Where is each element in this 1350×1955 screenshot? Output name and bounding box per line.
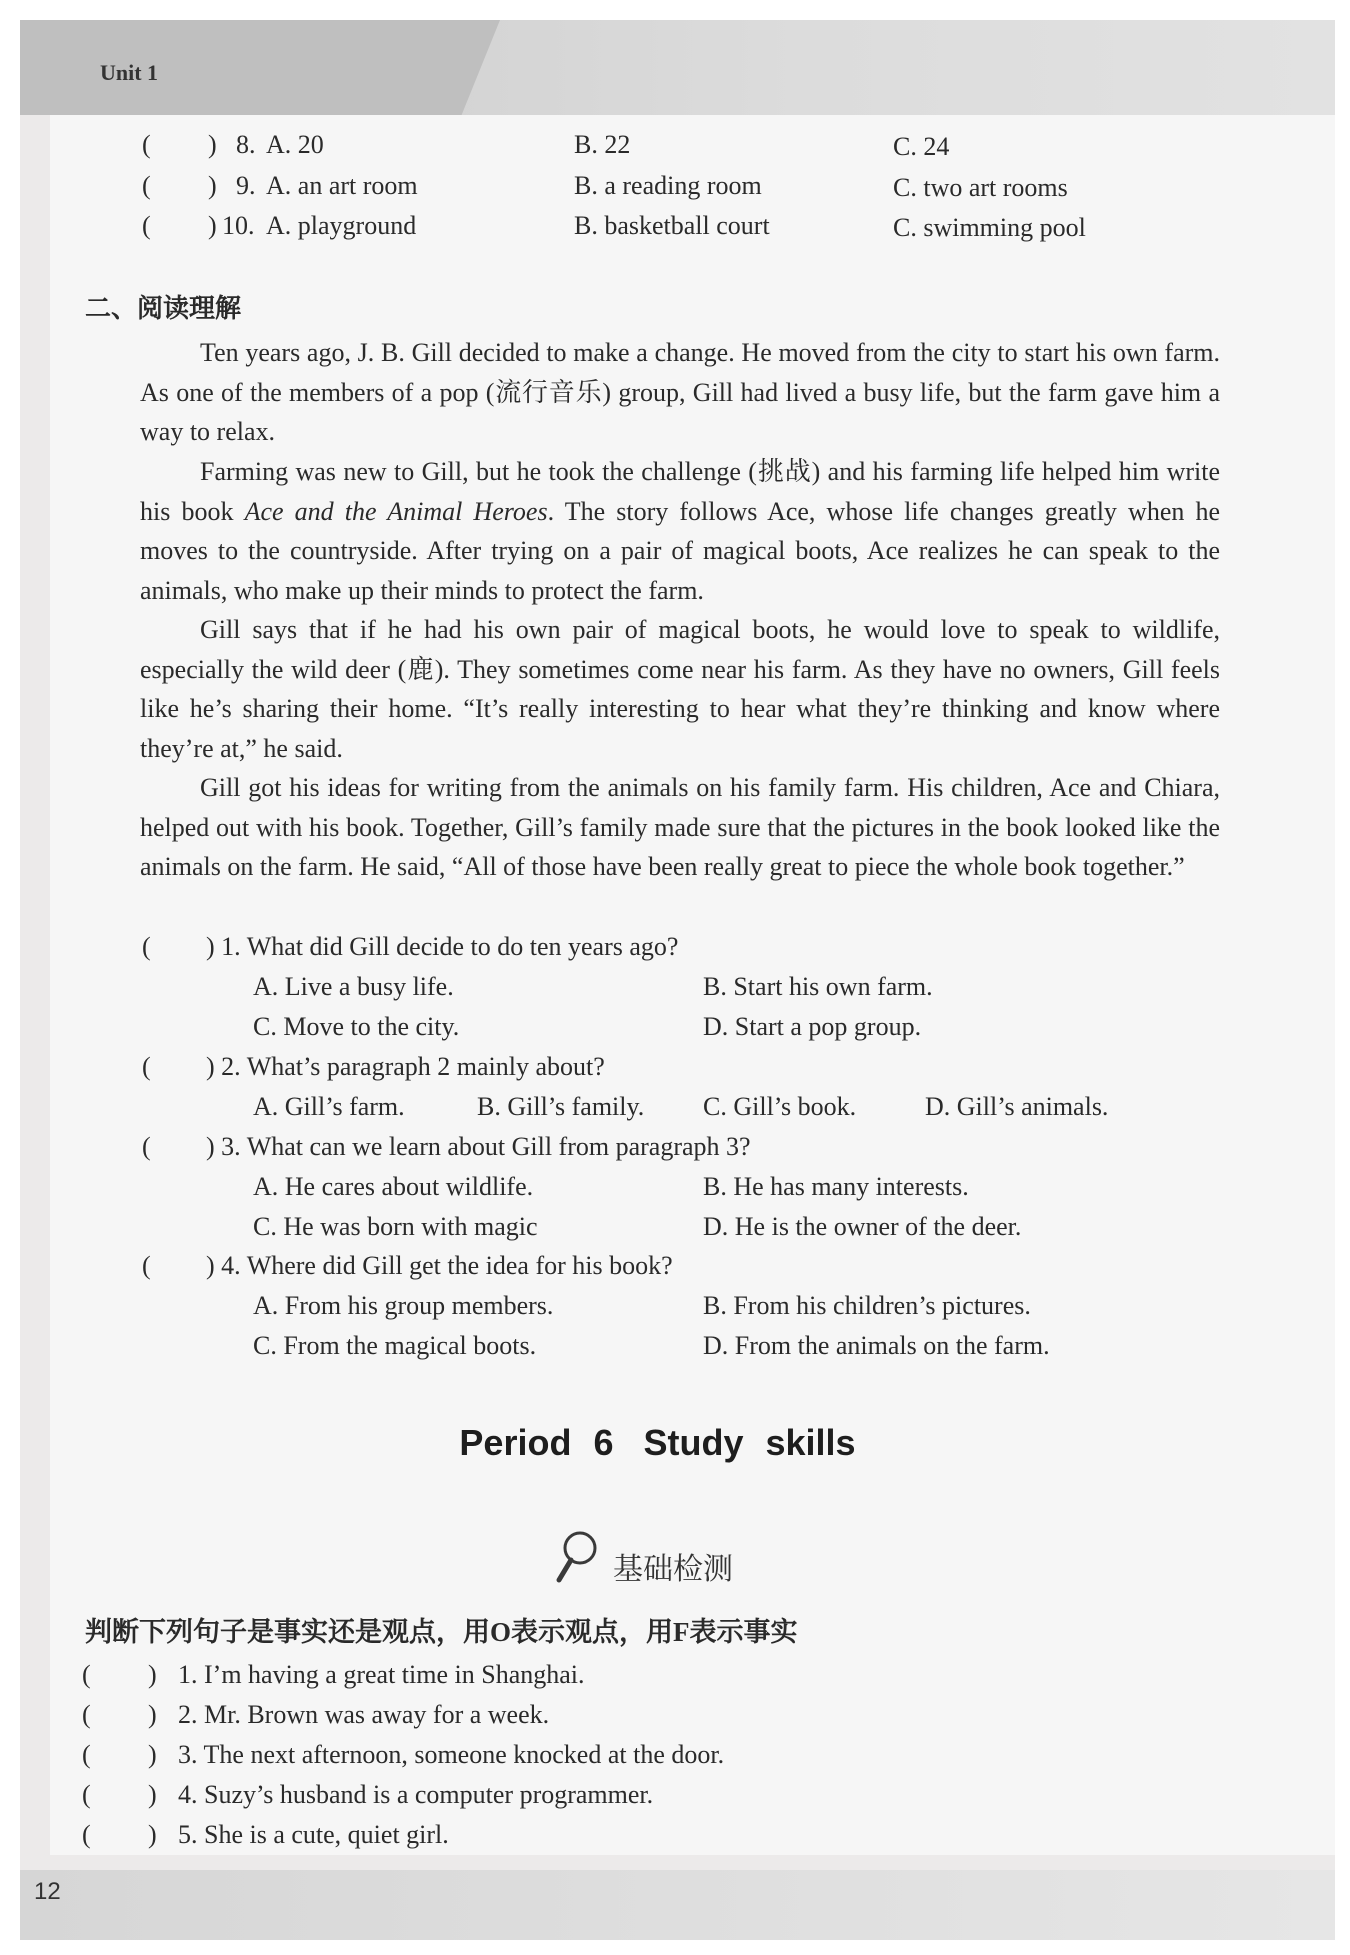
period-title xyxy=(0,1422,1315,1464)
answer-paren-close: ) xyxy=(208,130,217,159)
basic-check-label: 基础检测 xyxy=(613,1552,733,1587)
option-c: C. two art rooms xyxy=(893,173,1068,202)
answer-paren-open: ( xyxy=(142,1132,151,1161)
item-text: 1. I’m having a great time in Shanghai. xyxy=(178,1660,585,1689)
option-b: B. He has many interests. xyxy=(703,1172,969,1201)
reading-section-title: 二、阅读理解 xyxy=(85,294,242,324)
instruction-part-3: 表示事实 xyxy=(689,1617,798,1648)
item-text: 2. Mr. Brown was away for a week. xyxy=(178,1700,550,1729)
reading-paragraph-3: Gill says that if he had his own pair of magical boots, he would love to speak to wildlife, especially the wild deer (鹿). They sometimes come near his farm. As they have no owners, Gill feels like he’s sharing their home. “It’s really interesting to hear what they’re thinking and know where they’re at,” he said. xyxy=(140,615,1220,763)
paragraph-2-text-b: . The story follows Ace, whose life changes greatly when he moves to the countryside. After trying on a pair of magical boots, Ace realizes he can speak to the animals, who make up their minds to protect the farm. xyxy=(140,496,1221,605)
item-text: 4. Suzy’s husband is a computer programmer. xyxy=(178,1780,654,1809)
item-text: 5. She is a cute, quiet girl. xyxy=(178,1820,449,1849)
item-text: 3. The next afternoon, someone knocked at the door. xyxy=(178,1740,725,1769)
option-c: C. Gill’s book. xyxy=(703,1092,857,1121)
answer-paren-open: ( xyxy=(142,1251,151,1280)
answer-paren-close: ) xyxy=(148,1780,157,1809)
question-text: ) 4. Where did Gill get the idea for his book? xyxy=(206,1251,673,1280)
option-a: A. Gill’s farm. xyxy=(253,1092,405,1121)
option-b: B. 22 xyxy=(574,130,631,159)
option-d: D. Start a pop group. xyxy=(703,1012,922,1041)
reading-paragraph-1: Ten years ago, J. B. Gill decided to make a change. He moved from the city to start his own farm. As one of the members of a pop (流行音乐) group, Gill had lived a busy life, but the farm gave him a way to relax. xyxy=(140,338,1220,446)
answer-paren-open: ( xyxy=(82,1820,91,1849)
book-title: Ace and the Animal Heroes xyxy=(244,496,548,526)
option-c: C. From the magical boots. xyxy=(253,1331,537,1360)
paragraph-2-text-a: Farming was new to Gill, but he took the challenge (挑战) and his farming life helped him write his book xyxy=(140,457,1220,526)
answer-paren-close: ) xyxy=(148,1660,157,1689)
option-a: A. From his group members. xyxy=(253,1291,554,1320)
header-band xyxy=(20,20,1335,115)
question-number: 10. xyxy=(222,211,255,240)
option-a: A. an art room xyxy=(266,171,418,200)
answer-paren-close: ) xyxy=(148,1700,157,1729)
option-b: B. Gill’s family. xyxy=(477,1092,645,1121)
period-label: Period 6 xyxy=(459,1422,614,1463)
answer-paren-open: ( xyxy=(142,1052,151,1081)
question-text: ) 2. What’s paragraph 2 mainly about? xyxy=(206,1052,605,1081)
option-a: A. He cares about wildlife. xyxy=(253,1172,534,1201)
reading-paragraph-4: Gill got his ideas for writing from the animals on his family farm. His children, Ace and Chiara, helped out with his book. Together, Gill’s family made sure that the pictures in the book looked like the animals on the farm. He said, “All of those have been really great to piece the whole book together.” xyxy=(140,773,1220,881)
option-b: B. From his children’s pictures. xyxy=(703,1291,1031,1320)
option-b: B. Start his own farm. xyxy=(703,972,933,1001)
fact-opinion-instruction xyxy=(85,1610,798,1649)
answer-paren-open: ( xyxy=(142,171,151,200)
instruction-part-1: 判断下列句子是事实还是观点，用 xyxy=(85,1617,490,1648)
answer-paren-close: ) xyxy=(208,171,217,200)
page-number: 12 xyxy=(34,1878,61,1905)
answer-paren-open: ( xyxy=(142,211,151,240)
question-text: ) 1. What did Gill decide to do ten years ago? xyxy=(206,932,679,961)
option-d: D. He is the owner of the deer. xyxy=(703,1212,1022,1241)
header-tab xyxy=(20,20,500,115)
answer-paren-close: ) xyxy=(208,211,217,240)
option-c: C. He was born with magic xyxy=(253,1212,538,1241)
option-a: A. 20 xyxy=(266,130,324,159)
answer-paren-close: ) xyxy=(148,1820,157,1849)
answer-paren-open: ( xyxy=(142,932,151,961)
question-number: 9. xyxy=(236,171,256,200)
question-number: 8. xyxy=(236,130,256,159)
option-a: A. Live a busy life. xyxy=(253,972,454,1001)
question-text: ) 3. What can we learn about Gill from paragraph 3? xyxy=(206,1132,751,1161)
answer-paren-open: ( xyxy=(82,1660,91,1689)
answer-paren-open: ( xyxy=(82,1740,91,1769)
footer-band xyxy=(20,1870,1335,1940)
option-b: B. a reading room xyxy=(574,171,762,200)
opinion-letter: O xyxy=(490,1617,512,1647)
answer-paren-open: ( xyxy=(82,1700,91,1729)
period-subtitle: Study skills xyxy=(643,1422,856,1463)
instruction-part-2: 表示观点，用 xyxy=(511,1617,674,1648)
answer-paren-close: ) xyxy=(148,1740,157,1769)
option-a: A. playground xyxy=(266,211,417,240)
unit-label: Unit 1 xyxy=(100,60,159,85)
reading-paragraph-2 xyxy=(140,452,1220,610)
option-c: C. Move to the city. xyxy=(253,1012,460,1041)
option-c: C. swimming pool xyxy=(893,213,1086,242)
magnifier-icon xyxy=(553,1528,599,1584)
option-b: B. basketball court xyxy=(574,211,770,240)
option-d: D. From the animals on the farm. xyxy=(703,1331,1050,1360)
option-d: D. Gill’s animals. xyxy=(925,1092,1109,1121)
answer-paren-open: ( xyxy=(142,130,151,159)
fact-letter: F xyxy=(673,1617,690,1647)
answer-paren-open: ( xyxy=(82,1780,91,1809)
option-c: C. 24 xyxy=(893,132,950,161)
